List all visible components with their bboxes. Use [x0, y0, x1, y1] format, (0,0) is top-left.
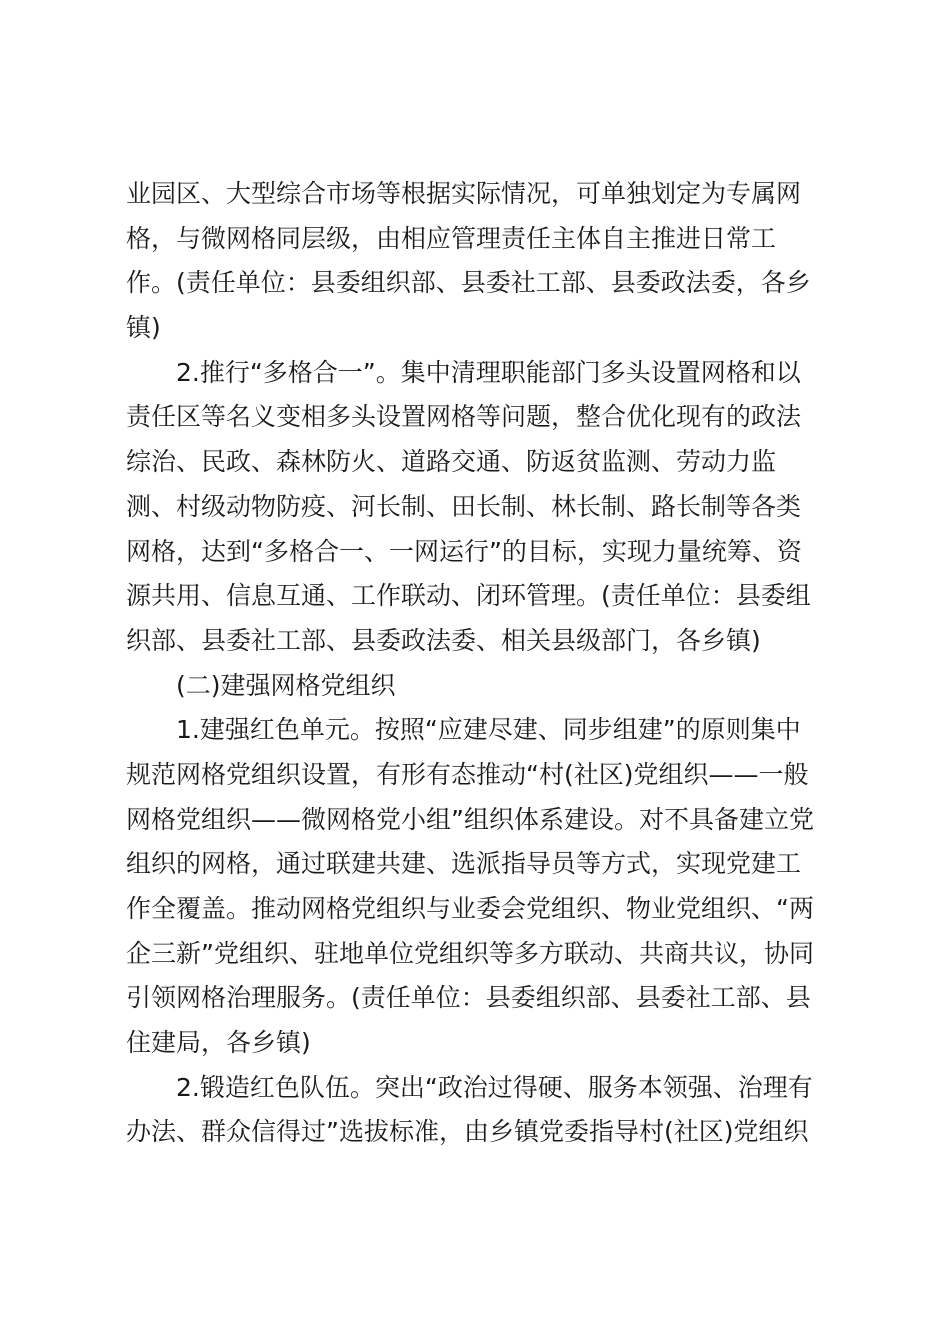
text-line: 责任区等名义变相多头设置网格等问题，整合优化现有的政法 — [126, 402, 802, 432]
paragraph-first-line: 2.推行“多格合一”。集中清理职能部门多头设置网格和以 — [176, 357, 801, 387]
text-line: 网格党组织——微网格党小组”组织体系建设。对不具备建立党 — [126, 804, 814, 834]
text-line: 织部、县委社工部、县委政法委、相关县级部门，各乡镇) — [126, 625, 761, 655]
text-line: 住建局，各乡镇) — [126, 1028, 311, 1058]
text-line: 综治、民政、森林防火、道路交通、防返贫监测、劳动力监 — [126, 447, 777, 477]
text-line: 源共用、信息互通、工作联动、闭环管理。(责任单位：县委组 — [126, 581, 811, 611]
text-line: 规范网格党组织设置，有形有态推动“村(社区)党组织——一般 — [126, 759, 809, 789]
document-body — [126, 172, 826, 1155]
text-line: 作。(责任单位：县委组织部、县委社工部、县委政法委，各乡 — [126, 268, 811, 298]
section-heading: (二)建强网格党组织 — [176, 670, 396, 700]
paragraph-first-line: 1.建强红色单元。按照“应建尽建、同步组建”的原则集中 — [176, 715, 801, 745]
text-line: 镇) — [126, 313, 161, 343]
text-line: 格，与微网格同层级，由相应管理责任主体自主推进日常工 — [126, 223, 777, 253]
text-line: 业园区、大型综合市场等根据实际情况，可单独划定为专属网 — [126, 179, 802, 208]
text-line: 组织的网格，通过联建共建、选派指导员等方式，实现党建工 — [126, 849, 802, 879]
paragraph-first-line: 2.锻造红色队伍。突出“政治过得硬、服务本领强、治理有 — [176, 1072, 813, 1102]
text-line: 作全覆盖。推动网格党组织与业委会党组织、物业党组织、“两 — [126, 894, 814, 923]
text-line: 办法、群众信得过”选拔标准，由乡镇党委指导村(社区)党组织 — [126, 1117, 809, 1147]
text-line: 企三新”党组织、驻地单位党组织等多方联动、共商共议，协同 — [126, 938, 814, 968]
text-line: 引领网格治理服务。(责任单位：县委组织部、县委社工部、县 — [126, 983, 811, 1013]
text-line: 网格，达到“多格合一、一网运行”的目标，实现力量统筹、资 — [126, 536, 802, 566]
text-line: 测、村级动物防疫、河长制、田长制、林长制、路长制等各类 — [126, 491, 802, 521]
